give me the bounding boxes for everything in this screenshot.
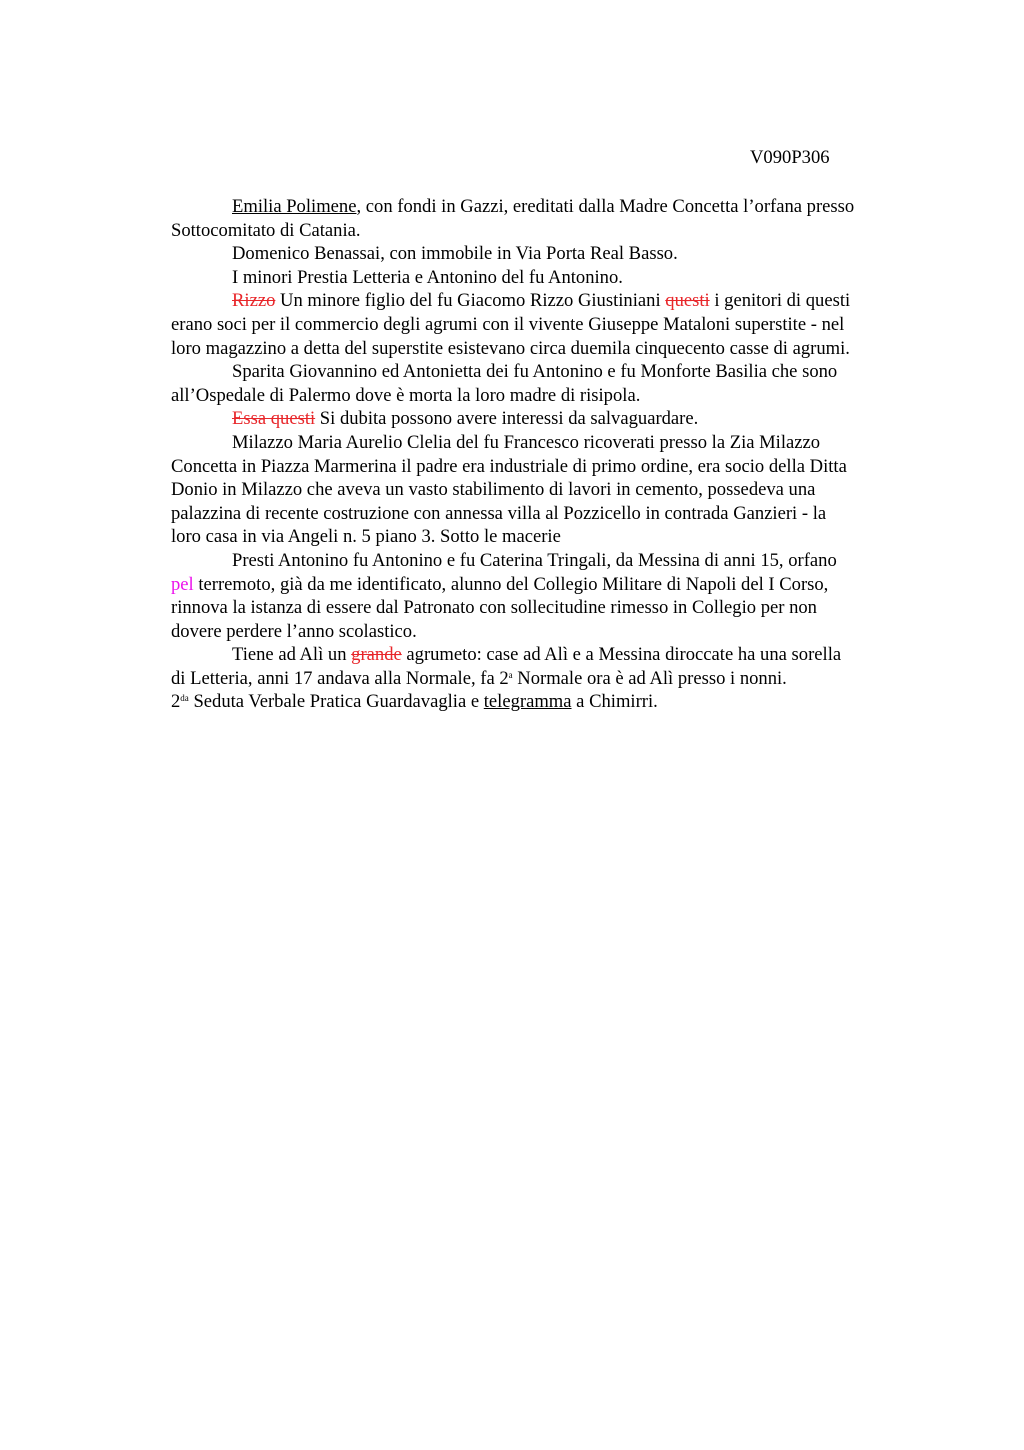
text-line: , con fondi in Gazzi, ereditati dalla Madre Concetta l’orfana presso: [356, 196, 855, 217]
paragraph-milazzo-line-3: Donio in Milazzo che aveva un vasto stabilimento di lavori in cemento, possedeva una: [171, 479, 816, 501]
deleted-text: Essa questi: [232, 408, 316, 430]
text-line: Un minore figlio del fu Giacomo Rizzo Giustiniani: [275, 290, 666, 312]
paragraph-presti-line-2: [171, 573, 961, 597]
paragraph-prestia: I minori Prestia Letteria e Antonino del fu Antonino.: [232, 266, 623, 288]
paragraph-interessi: [171, 407, 961, 431]
page-identifier: V090P306: [750, 147, 830, 168]
paragraph-milazzo: Milazzo Maria Aurelio Clelia del fu Francesco ricoverati presso la Zia Milazzo: [232, 431, 821, 453]
deleted-text: Rizzo: [232, 290, 276, 312]
paragraph-seduta: [171, 690, 961, 714]
paragraph-presti: Presti Antonino fu Antonino e fu Caterina Tringali, da Messina di anni 15, orfano: [232, 549, 837, 571]
text-line: di Letteria, anni 17 andava alla Normale, fa 2: [171, 667, 509, 689]
paragraph-polimene: [171, 195, 961, 219]
paragraph-milazzo-line-2: Concetta in Piazza Marmerina il padre era industriale di primo ordine, era socio della Ditta: [171, 455, 847, 477]
paragraph-polimene-continued: Sottocomitato di Catania.: [171, 219, 361, 241]
paragraph-sparita: Sparita Giovannino ed Antonietta dei fu Antonino e fu Monforte Basilia che sono: [232, 361, 838, 383]
ordinal-number: 2: [171, 691, 181, 713]
paragraph-milazzo-line-4: palazzina di recente costruzione con annessa villa al Pozzicello in contrada Ganzieri - la: [171, 502, 827, 524]
paragraph-agrumeto: [171, 643, 961, 667]
text-line: agrumeto: case ad Alì e a Messina diroccate ha una sorella: [401, 644, 842, 666]
underlined-name: Emilia Polimene: [232, 196, 357, 217]
document-body: [171, 195, 961, 714]
text-line: Si dubita possono avere interessi da salvaguardare.: [315, 408, 699, 430]
paragraph-presti-line-3: rinnova la istanza di essere dal Patronato con sollecitudine rimesso in Collegio per non: [171, 597, 817, 619]
paragraph-rizzo-line-3: loro magazzino a detta del superstite esistevano circa duemila cinquecento casse di agrumi.: [171, 337, 850, 359]
text-line: terremoto, già da me identificato, alunno del Collegio Militare di Napoli del I Corso,: [193, 573, 829, 595]
paragraph-presti-line-4: dovere perdere l’anno scolastico.: [171, 620, 417, 642]
paragraph-benassai: Domenico Benassai, con immobile in Via Porta Real Basso.: [232, 243, 678, 265]
text-line: Tiene ad Alì un: [232, 644, 352, 666]
paragraph-agrumeto-line-2: [171, 667, 961, 691]
underlined-word: telegramma: [483, 691, 572, 713]
text-line: a Chimirri.: [571, 691, 658, 713]
superscript: da: [180, 693, 189, 704]
deleted-text: grande: [351, 644, 402, 666]
text-line: i genitori di questi: [709, 290, 851, 312]
superscript: a: [508, 669, 513, 680]
highlighted-word: pel: [171, 573, 194, 595]
paragraph-rizzo: [171, 289, 961, 313]
paragraph-rizzo-line-2: erano soci per il commercio degli agrumi con il vivente Giuseppe Mataloni superstite - nel: [171, 313, 845, 335]
paragraph-milazzo-line-5: loro casa in via Angeli n. 5 piano 3. Sotto le macerie: [171, 526, 561, 548]
text-line: Normale ora è ad Alì presso i nonni.: [512, 667, 787, 689]
paragraph-sparita-line-2: all’Ospedale di Palermo dove è morta la loro madre di risipola.: [171, 384, 641, 406]
deleted-text: questi: [665, 290, 710, 312]
text-line: Seduta Verbale Pratica Guardavaglia e: [188, 691, 484, 713]
